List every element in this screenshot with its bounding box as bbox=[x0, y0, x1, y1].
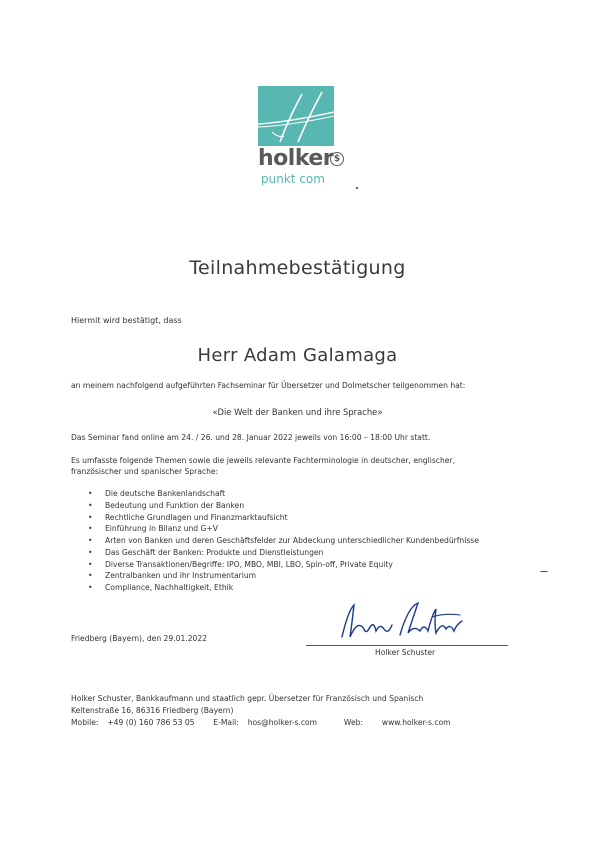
signer-name: Holker Schuster bbox=[375, 648, 436, 657]
website-link[interactable]: www.holker-s.com bbox=[381, 718, 451, 727]
list-item: • Einführung in Bilanz und G+V bbox=[88, 523, 479, 535]
logo-subtitle: punkt com bbox=[261, 172, 325, 186]
list-item: • Arten von Banken und deren Geschäftsfelder zur Abdeckung unterschiedlicher Kundenbedürfnisse bbox=[88, 535, 479, 547]
seminar-date: Das Seminar fand online am 24. / 26. und 28. Januar 2022 jeweils von 16:00 – 18:00 Uhr statt. bbox=[71, 433, 431, 442]
seminar-title: «Die Welt der Banken und ihre Sprache» bbox=[212, 407, 383, 417]
logo-mark bbox=[258, 86, 334, 146]
mobile-label: Mobile: bbox=[71, 718, 99, 727]
place-and-date: Friedberg (Bayern), den 29.01.2022 bbox=[71, 634, 208, 643]
company-logo bbox=[250, 86, 350, 196]
confirmation-intro: Hiermit wird bestätigt, dass bbox=[71, 316, 182, 325]
web-label: Web: bbox=[343, 718, 364, 727]
handwritten-signature bbox=[338, 601, 466, 643]
list-item: • Compliance, Nachhaltigkeit, Ethik bbox=[88, 582, 479, 594]
logo-wordmark: holker bbox=[258, 146, 334, 171]
list-item: • Diverse Transaktionen/Begriffe: IPO, MBO, MBI, LBO, Spin-off, Private Equity bbox=[88, 559, 479, 571]
email-label: E-Mail: bbox=[213, 718, 239, 727]
signature-line bbox=[306, 645, 508, 646]
list-item: • Zentralbanken und ihr Instrumentarium bbox=[88, 570, 479, 582]
topics-intro-line: Es umfasste folgende Themen sowie die jeweils relevante Fachterminologie in deutscher, englischer, bbox=[71, 456, 455, 465]
scan-speck bbox=[540, 571, 548, 572]
scan-speck bbox=[356, 187, 358, 189]
footer-contact bbox=[71, 718, 451, 727]
list-item: • Das Geschäft der Banken: Produkte und Dienstleistungen bbox=[88, 547, 479, 559]
document-title: Teilnahmebestätigung bbox=[189, 257, 406, 279]
topics-list bbox=[88, 488, 479, 594]
footer-address: Keltenstraße 16, 86316 Friedberg (Bayern) bbox=[71, 706, 234, 715]
dollar-icon: $ bbox=[330, 152, 344, 166]
topics-intro-line: französischer und spanischer Sprache: bbox=[71, 467, 219, 476]
footer-credentials: Holker Schuster, Bankkaufmann und staatlich gepr. Übersetzer für Französisch und Spanisch bbox=[71, 694, 424, 703]
logo-h-monogram-icon bbox=[258, 86, 334, 146]
mobile-number[interactable]: +49 (0) 160 786 53 05 bbox=[107, 718, 195, 727]
list-item: • Bedeutung und Funktion der Banken bbox=[88, 500, 479, 512]
list-item: • Die deutsche Bankenlandschaft bbox=[88, 488, 479, 500]
list-item: • Rechtliche Grundlagen und Finanzmarktaufsicht bbox=[88, 512, 479, 524]
participation-statement: an meinem nachfolgend aufgeführten Fachseminar für Übersetzer und Dolmetscher teilgenommen hat: bbox=[71, 381, 466, 390]
participant-name: Herr Adam Galamaga bbox=[197, 345, 398, 366]
email-address[interactable]: hos@holker-s.com bbox=[247, 718, 318, 727]
topics-intro bbox=[71, 455, 511, 477]
